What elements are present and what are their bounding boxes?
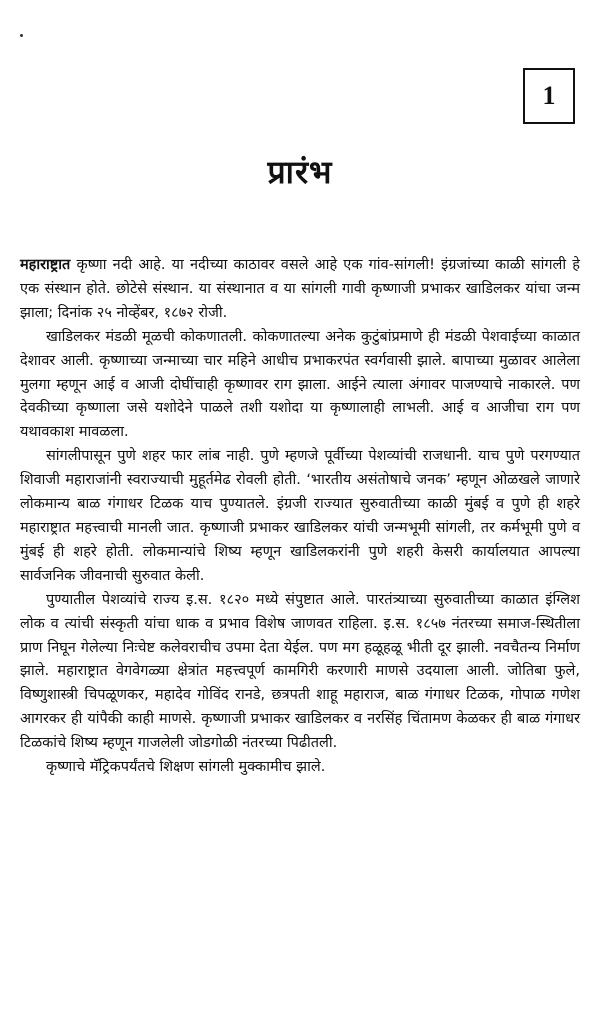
paragraph — [20, 254, 580, 326]
paragraph: पुण्यातील पेशव्यांचे राज्य इ.स. १८२० मध्ये संपुष्टात आले. पारतंत्र्याच्या सुरुवातीच्या काळात इंग्लिश लोक व त्यांची संस्कृती यांचा धाक व प्रभाव विशेष जाणवत राहिला. इ.स. १८५७ नंतरच्या समाज-स्थितीला प्राण निघून गेलेल्या निःचेष्ट कलेवराचीच उपमा देता येईल. पण मग हळूहळू भीती दूर झाली. नवचैतन्य निर्माण झाले. महाराष्ट्रात वेगवेगळ्या क्षेत्रांत महत्त्वपूर्ण कामगिरी करणारी माणसे उदयाला आली. जोतिबा फुले, विष्णुशास्त्री चिपळूणकर, महादेव गोविंद रानडे, छत्रपती शाहू महाराज, बाळ गंगाधर टिळक, गोपाळ गणेश आगरकर ही यांपैकी काही माणसे. कृष्णाजी प्रभाकर खाडिलकर व नरसिंह चिंतामण केळकर ही बाळ गंगाधर टिळकांचे शिष्य म्हणून गाजलेली जोडगोळी नंतरच्या पिढीतली. — [20, 591, 580, 752]
paragraph: कृष्णाचे मॅट्रिकपर्यंतचे शिक्षण सांगली मुक्कामीच झाले. — [46, 759, 326, 776]
chapter-number-box — [523, 68, 575, 124]
chapter-body — [20, 254, 580, 780]
chapter-number: 1 — [542, 81, 556, 110]
paragraph: खाडिलकर मंडळी मूळची कोकणातली. कोकणातल्या अनेक कुटुंबांप्रमाणे ही मंडळी पेशवाईच्या काळात देशावर आली. कृष्णाच्या जन्माच्या चार महिने आधीच प्रभाकरपंत स्वर्गवासी झाले. बापाच्या मुळावर आलेला मुलगा म्हणून आई व आजी दोघींचाही कृष्णावर राग झाला. आईने त्याला अंगावर पाजण्याचे नाकारले. पण देवकीच्या कृष्णाला जसे यशोदेने पाळले तशी यशोदा या कृष्णालाही लाभली. आई व आजीचा राग पण यथावकाश मावळला. — [20, 328, 580, 441]
paragraph-lead-word: महाराष्ट्रात — [20, 257, 71, 273]
chapter-title: प्रारंभ — [267, 153, 333, 191]
paragraph-text: कृष्णा नदी आहे. या नदीच्या काठावर वसले आहे एक गांव-सांगली! इंग्रजांच्या काळी सांगली हे एक संस्थान होते. छोटेसे संस्थान. या संस्थानात व या सांगली गावी कृष्णाजी प्रभाकर खाडिलकर यांचा जन्म झाला; दिनांक २५ नोव्हेंबर, १८७२ रोजी. — [20, 257, 580, 321]
page-speck-mark — [20, 34, 23, 37]
paragraph: सांगलीपासून पुणे शहर फार लांब नाही. पुणे म्हणजे पूर्वीच्या पेशव्यांची राजधानी. याच पुणे परगण्यात शिवाजी महाराजांनी स्वराज्याची मुहूर्तमेढ रोवली होती. ‘भारतीय असंतोषाचे जनक’ म्हणून ओळखले जाणारे लोकमान्य बाळ गंगाधर टिळक याच पुण्यातले. इंग्रजी राज्यात सुरुवातीच्या काळी मुंबई व पुणे ही शहरे महाराष्ट्रात महत्त्वाची मानली जात. कृष्णाजी प्रभाकर खाडिलकर यांची जन्मभूमी सांगली, तर कर्मभूमी पुणे व मुंबई ही शहरे होती. लोकमान्यांचे शिष्य म्हणून खाडिलकरांनी पुणे शहरी केसरी कार्यालयात आपल्या सार्वजनिक जीवनाची सुरुवात केली. — [20, 448, 580, 584]
